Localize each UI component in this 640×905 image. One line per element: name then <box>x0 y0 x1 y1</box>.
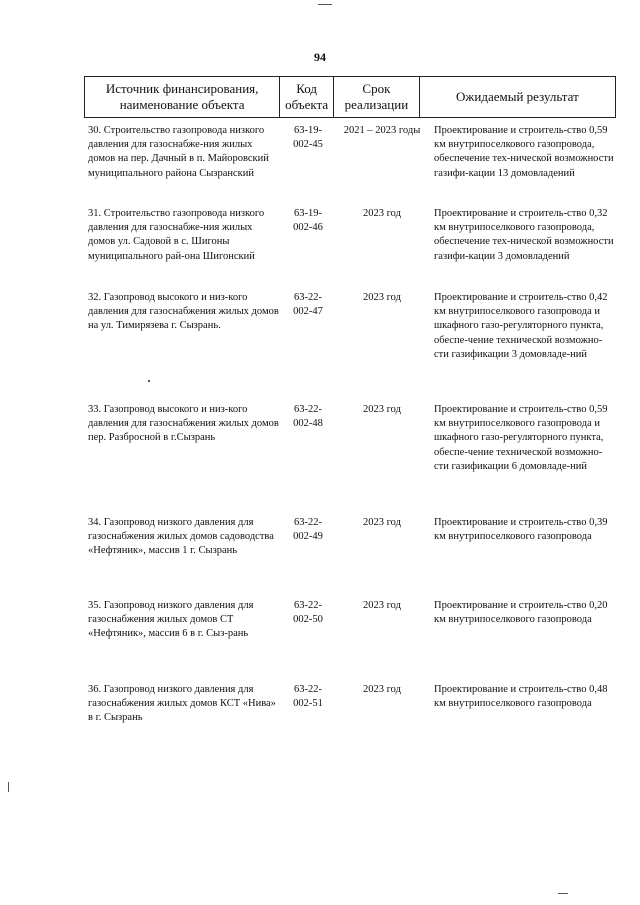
row-name: 31. Строительство газопровода низкого давления для газоснабже-ния жилых домов ул. Садовой в с. Шигоны муниципального рай-она Шигонский <box>88 208 265 262</box>
row-result: Проектирование и строитель-ство 0,42 км внутрипоселкового газопровода и шкафного газо-регуляторного пункта, обеспе-чение технической возможно-сти газификации 3 домовладе-ний <box>434 292 608 360</box>
row-result: Проектирование и строитель-ство 0,59 км внутрипоселкового газопровода и шкафного газо-регуляторного пункта, обеспе-чение технической возможно-сти газификации 6 домовладе-ний <box>434 404 608 472</box>
row-code: 63-22-002-49 <box>293 517 323 543</box>
row-result: Проектирование и строитель-ство 0,48 км внутрипоселкового газопровода <box>434 684 608 710</box>
row-result: Проектирование и строитель-ство 0,39 км внутрипоселкового газопровода <box>434 517 608 543</box>
header-source-name: Источник финансирования, наименование объекта <box>85 77 280 117</box>
header-expected-result: Ожидаемый результат <box>456 89 579 104</box>
table-row <box>84 291 616 362</box>
scan-mark <box>318 4 332 5</box>
table-row <box>84 403 616 474</box>
scan-mark <box>8 782 9 792</box>
row-term: 2023 год <box>363 517 401 528</box>
row-term: 2023 год <box>363 600 401 611</box>
row-code: 63-22-002-48 <box>293 404 323 430</box>
row-result: Проектирование и строитель-ство 0,59 км внутрипоселкового газопровода, обеспечение тех-нической возможности газифи-кации 13 домовладений <box>434 125 614 179</box>
row-code: 63-22-002-47 <box>293 292 323 318</box>
row-term: 2023 год <box>363 208 401 219</box>
row-name: 30. Строительство газопровода низкого давления для газоснабже-ния жилых домов на пер. Дачный в п. Майоровский муниципального района Сызранский <box>88 125 269 179</box>
header-term: Срок реализации <box>334 77 420 117</box>
header-object-code: Код объекта <box>280 77 334 117</box>
row-code: 63-22-002-50 <box>293 600 323 626</box>
row-code: 63-19-002-46 <box>293 208 323 234</box>
row-term: 2023 год <box>363 404 401 415</box>
row-name: 34. Газопровод низкого давления для газоснабжения жилых домов садоводства «Нефтяник», массив 1 г. Сызрань <box>88 517 274 557</box>
table-row <box>84 516 616 559</box>
table-row <box>84 599 616 642</box>
table-row <box>84 124 616 181</box>
table-row <box>84 207 616 264</box>
scan-mark <box>148 380 150 382</box>
row-code: 63-22-002-51 <box>293 684 323 710</box>
table-row <box>84 683 616 726</box>
row-result: Проектирование и строитель-ство 0,20 км внутрипоселкового газопровода <box>434 600 608 626</box>
row-name: 32. Газопровод высокого и низ-кого давления для газоснабжения жилых домов на ул. Тимирязева г. Сызрань. <box>88 292 279 332</box>
scan-mark <box>558 893 568 894</box>
row-term: 2023 год <box>363 684 401 695</box>
row-term: 2021 – 2023 годы <box>343 125 421 136</box>
page-number: 94 <box>314 50 326 64</box>
table-header <box>84 76 616 118</box>
row-result: Проектирование и строитель-ство 0,32 км внутрипоселкового газопровода, обеспечение тех-нической возможности газифи-кации 3 домовладений <box>434 208 614 262</box>
row-name: 36. Газопровод низкого давления для газоснабжения жилых домов КСТ «Нива» в г. Сызрань <box>88 684 276 724</box>
row-code: 63-19-002-45 <box>293 125 323 151</box>
row-name: 35. Газопровод низкого давления для газоснабжения жилых домов СТ «Нефтяник», массив 6 в г. Сыз-рань <box>88 600 254 640</box>
row-name: 33. Газопровод высокого и низ-кого давления для газоснабжения жилых домов пер. Разбросной в г.Сызрань <box>88 404 279 444</box>
row-term: 2023 год <box>363 292 401 303</box>
